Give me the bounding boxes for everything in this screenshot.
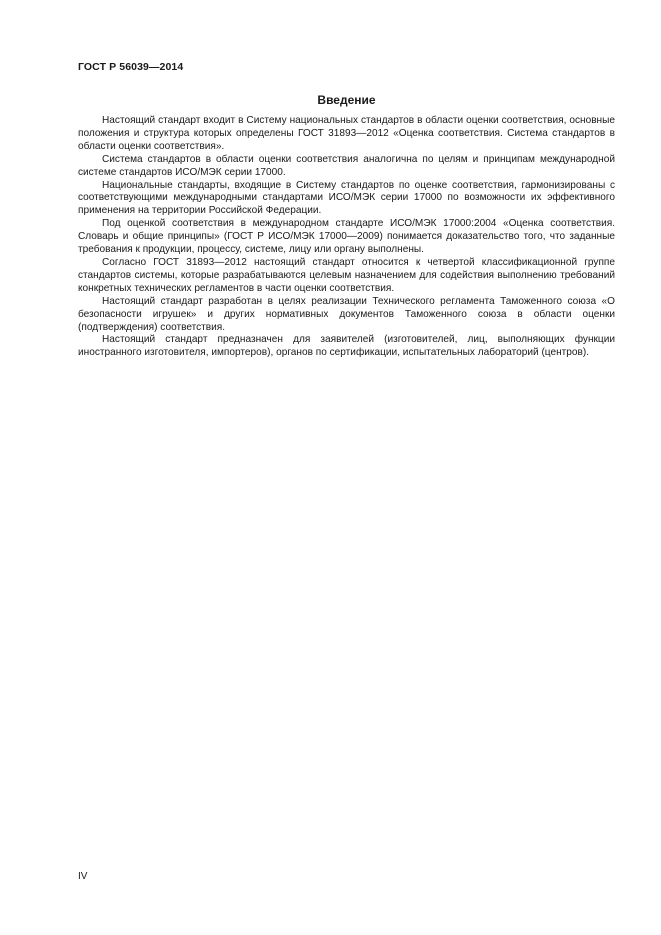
section-title: Введение [317, 93, 376, 107]
paragraph: Настоящий стандарт входит в Систему национальных стандартов в области оценки соответствия, основные положения и структура которых определены ГОСТ 31893—2012 «Оценка соответствия. Система стандартов в области оценки соответствия». [78, 115, 615, 152]
paragraph: Национальные стандарты, входящие в Систему стандартов по оценке соответствия, гармонизированы с соответствующими международными стандартами ИСО/МЭК серии 17000 по возможности их эффективного применения на территории Российской Федерации. [78, 179, 615, 217]
standard-code: ГОСТ Р 56039—2014 [78, 61, 184, 73]
paragraph: Под оценкой соответствия в международном стандарте ИСО/МЭК 17000:2004 «Оценка соответствия. Словарь и общие принципы» (ГОСТ Р ИСО/МЭК 17000—2009) понимается доказательство того, что заданные требования к продукции, процессу, системе, лицу или органу выполнены. [78, 218, 615, 256]
body-text [78, 115, 615, 360]
paragraph: Система стандартов в области оценки соответствия аналогична по целям и принципам международной системе стандартов ИСО/МЭК серии 17000. [78, 153, 615, 178]
paragraph: Согласно ГОСТ 31893—2012 настоящий стандарт относится к четвертой классификационной группе стандартов системы, которые разрабатываются целевым назначением для содействия выполнению требований конкретных технических регламентов в части оценки соответствия. [78, 256, 615, 294]
page-number: IV [78, 871, 88, 882]
paragraph: Настоящий стандарт предназначен для заявителей (изготовителей, лиц, выполняющих функции иностранного изготовителя, импортеров), органов по сертификации, испытательных лабораторий (центров). [78, 334, 615, 359]
paragraph: Настоящий стандарт разработан в целях реализации Технического регламента Таможенного союза «О безопасности игрушек» и других нормативных документов Таможенного союза в области оценки (подтверждения) соответствия. [78, 295, 615, 333]
